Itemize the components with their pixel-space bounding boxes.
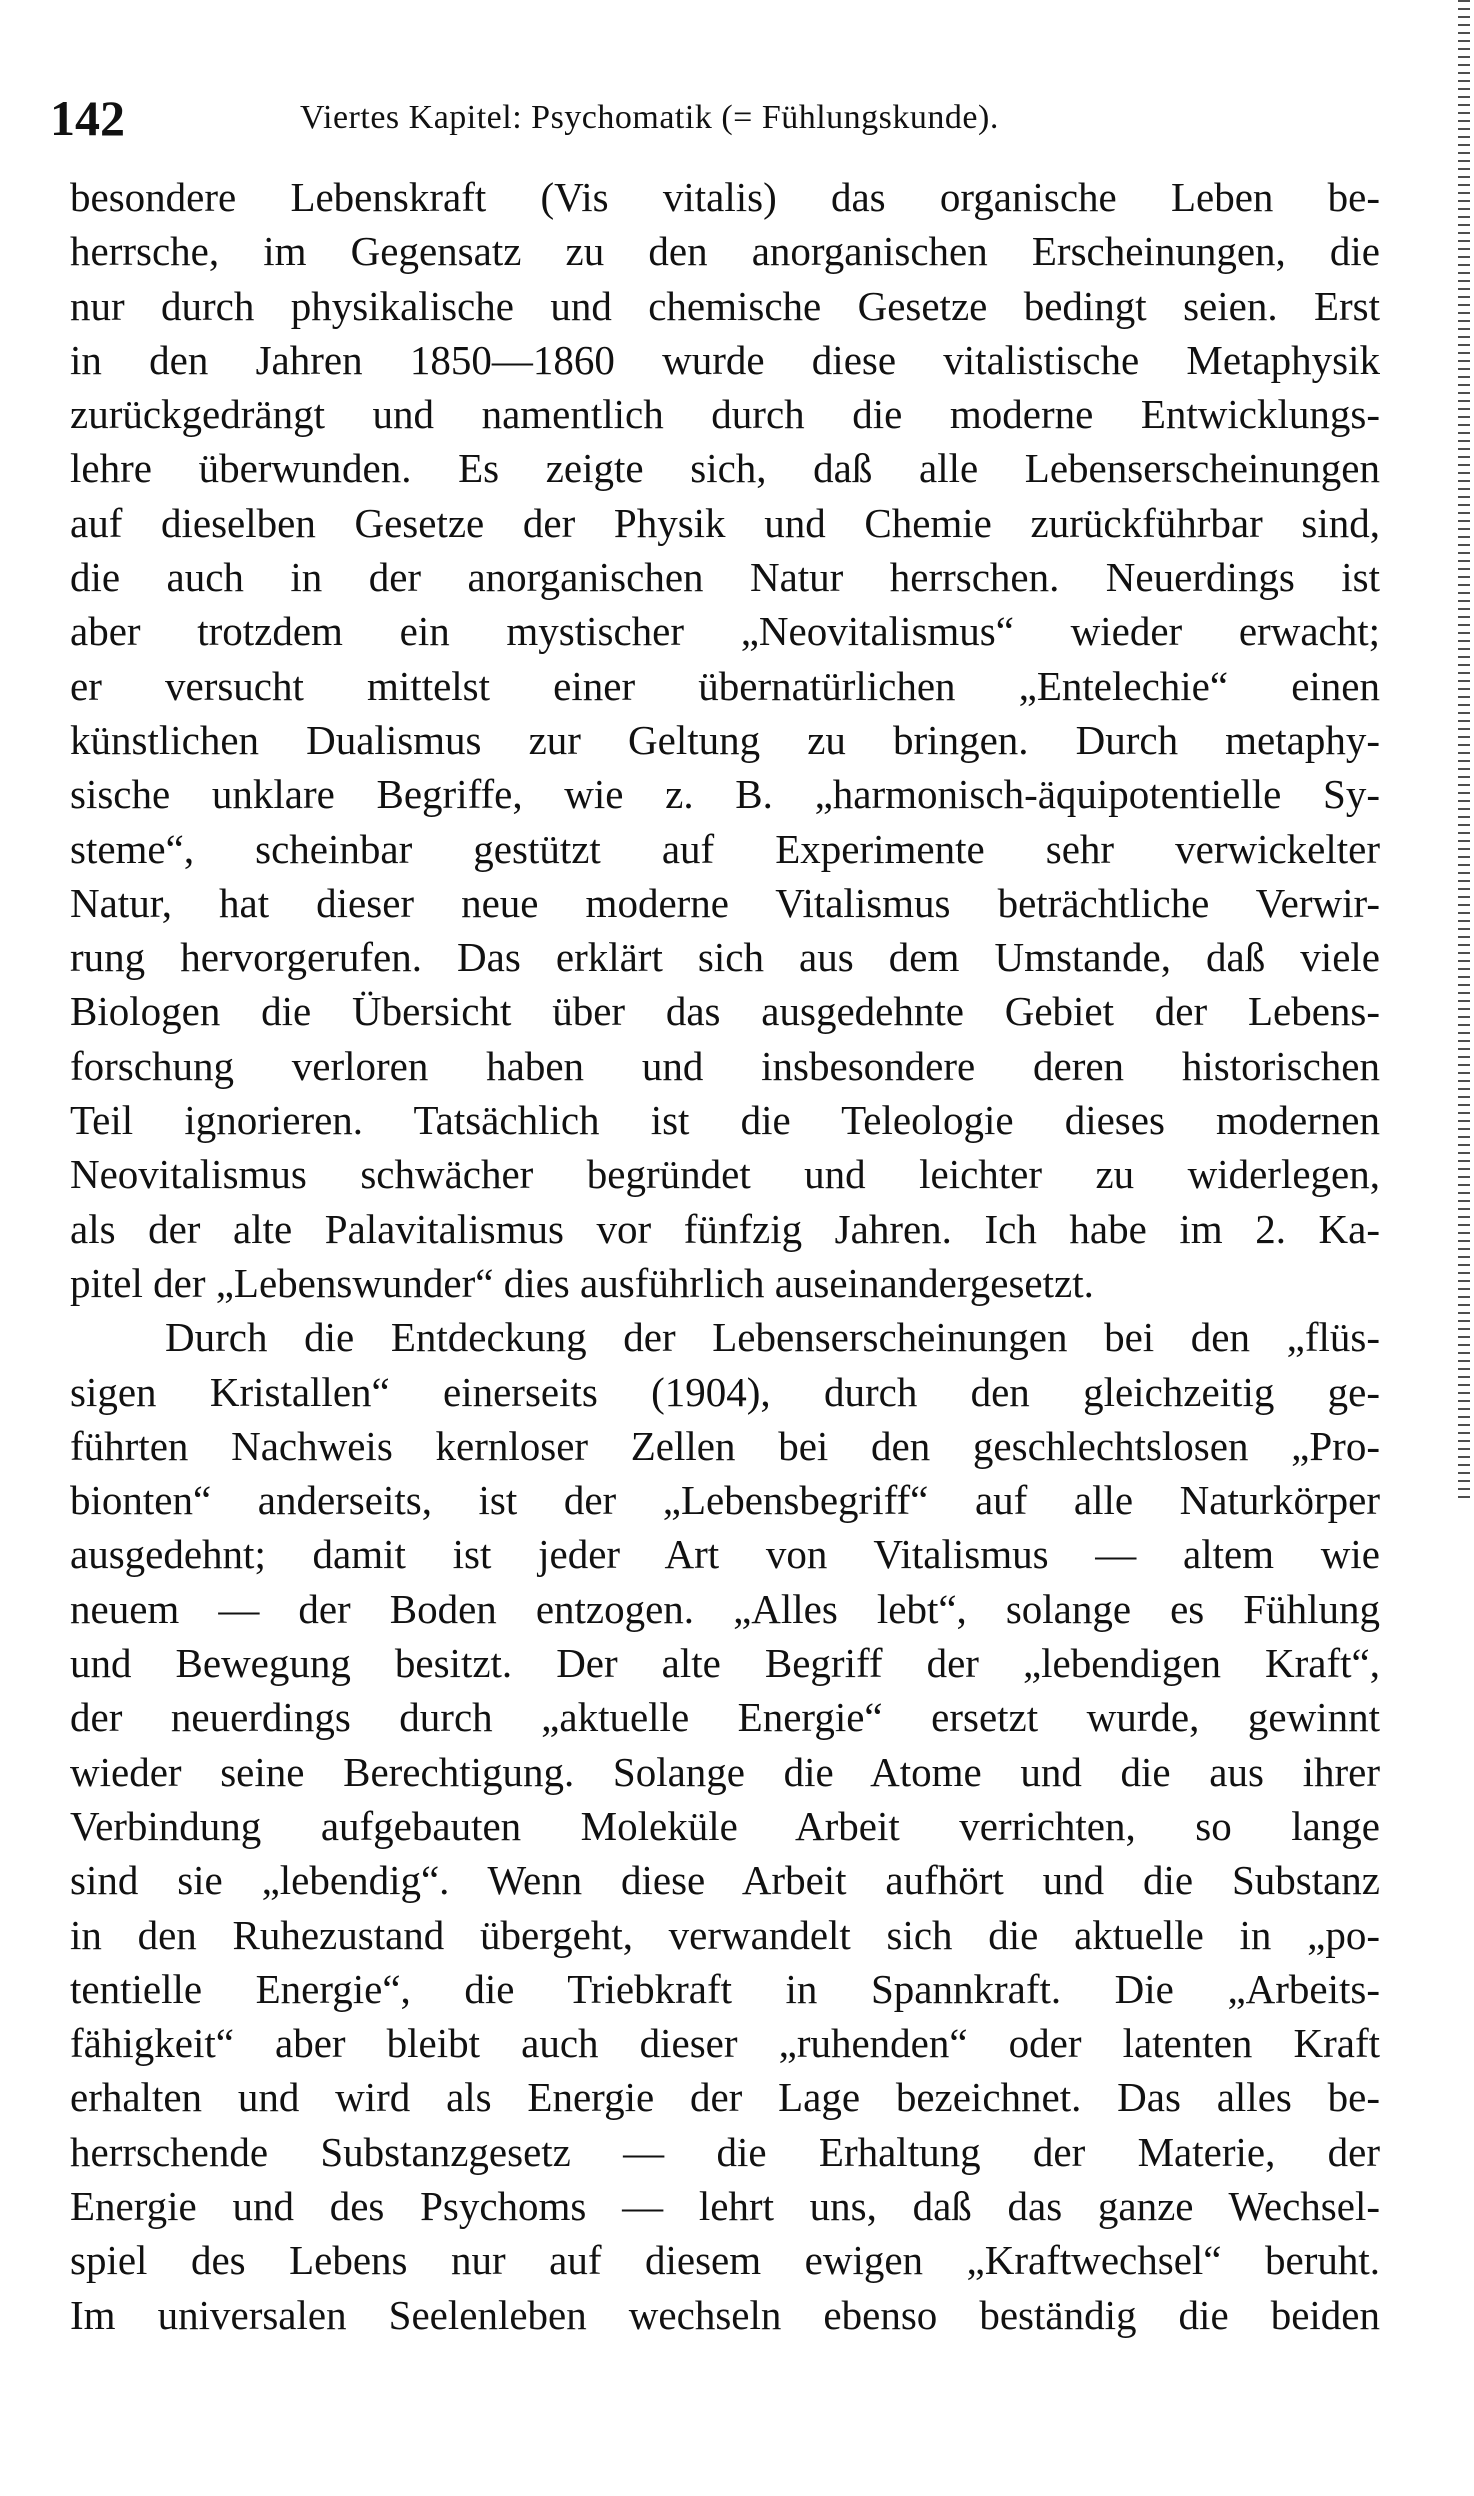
text-line: in den Jahren 1850—1860 wurde diese vitalistische Metaphysik: [70, 336, 1380, 383]
text-line: Biologen die Übersicht über das ausgedehnte Gebiet der Lebens-: [70, 988, 1380, 1035]
page-header: [50, 88, 1390, 148]
text-line: aber trotzdem ein mystischer „Neovitalismus“ wieder erwacht;: [70, 608, 1380, 655]
text-line: führten Nachweis kernloser Zellen bei den geschlechtslosen „Pro-: [70, 1422, 1380, 1469]
text-line: und Bewegung besitzt. Der alte Begriff der „lebendigen Kraft“,: [70, 1640, 1380, 1687]
paragraph-end-line: pitel der „Lebenswunder“ dies ausführlich auseinandergesetzt.: [70, 1259, 1094, 1306]
text-line: tentielle Energie“, die Triebkraft in Spannkraft. Die „Arbeits-: [70, 1965, 1380, 2012]
text-line: in den Ruhezustand übergeht, verwandelt sich die aktuelle in „po-: [70, 1911, 1380, 1958]
text-line: Im universalen Seelenleben wechseln ebenso beständig die beiden: [70, 2291, 1380, 2338]
text-line: Teil ignorieren. Tatsächlich ist die Teleologie dieses modernen: [70, 1097, 1380, 1144]
text-line: forschung verloren haben und insbesondere deren historischen: [70, 1042, 1380, 1089]
text-line: herrschende Substanzgesetz — die Erhaltung der Materie, der: [70, 2128, 1380, 2175]
text-line: lehre überwunden. Es zeigte sich, daß alle Lebenserscheinungen: [70, 445, 1380, 492]
page-number: 142: [50, 90, 125, 146]
page-edge-strip: [1458, 0, 1470, 1500]
text-line: der neuerdings durch „aktuelle Energie“ ersetzt wurde, gewinnt: [70, 1694, 1380, 1741]
running-title: Viertes Kapitel: Psychomatik (= Fühlungskunde).: [300, 99, 999, 136]
text-line: zurückgedrängt und namentlich durch die moderne Entwicklungs-: [70, 391, 1380, 438]
text-line: spiel des Lebens nur auf diesem ewigen „Kraftwechsel“ beruht.: [70, 2237, 1380, 2284]
text-line: rung hervorgerufen. Das erklärt sich aus dem Umstande, daß viele: [70, 934, 1380, 981]
text-line: erhalten und wird als Energie der Lage bezeichnet. Das alles be-: [70, 2074, 1380, 2121]
text-line: Verbindung aufgebauten Moleküle Arbeit verrichten, so lange: [70, 1802, 1380, 1849]
text-line: besondere Lebenskraft (Vis vitalis) das organische Leben be-: [70, 174, 1380, 220]
text-line: bionten“ anderseits, ist der „Lebensbegriff“ auf alle Naturkörper: [70, 1477, 1380, 1524]
text-line: Natur, hat dieser neue moderne Vitalismus beträchtliche Verwir-: [70, 879, 1380, 926]
text-line: die auch in der anorganischen Natur herrschen. Neuerdings ist: [70, 554, 1380, 601]
text-line: Neovitalismus schwächer begründet und leichter zu widerlegen,: [70, 1151, 1380, 1198]
text-line: sind sie „lebendig“. Wenn diese Arbeit aufhört und die Substanz: [70, 1857, 1380, 1904]
text-line: künstlichen Dualismus zur Geltung zu bringen. Durch metaphy-: [70, 716, 1380, 763]
text-line: nur durch physikalische und chemische Gesetze bedingt seien. Erst: [70, 282, 1380, 329]
text-line: fähigkeit“ aber bleibt auch dieser „ruhenden“ oder latenten Kraft: [70, 2020, 1380, 2067]
text-line: sische unklare Begriffe, wie z. B. „harmonisch-äquipotentielle Sy-: [70, 771, 1380, 818]
text-line: herrsche, im Gegensatz zu den anorganischen Erscheinungen, die: [70, 228, 1380, 275]
text-line: wieder seine Berechtigung. Solange die Atome und die aus ihrer: [70, 1748, 1380, 1795]
paragraph-start-line: Durch die Entdeckung der Lebenserscheinungen bei den „flüs-: [165, 1314, 1380, 1361]
text-line: neuem — der Boden entzogen. „Alles lebt“, solange es Fühlung: [70, 1585, 1380, 1632]
text-line: sigen Kristallen“ einerseits (1904), durch den gleichzeitig ge-: [70, 1368, 1380, 1415]
text-line: er versucht mittelst einer übernatürlichen „Entelechie“ einen: [70, 662, 1380, 709]
body-text: [70, 170, 1380, 2342]
text-line: auf dieselben Gesetze der Physik und Chemie zurückführbar sind,: [70, 499, 1380, 546]
text-line: als der alte Palavitalismus vor fünfzig Jahren. Ich habe im 2. Ka-: [70, 1205, 1380, 1252]
text-line: ausgedehnt; damit ist jeder Art von Vitalismus — altem wie: [70, 1531, 1380, 1578]
text-line: Energie und des Psychoms — lehrt uns, daß das ganze Wechsel-: [70, 2182, 1380, 2229]
text-line: steme“, scheinbar gestützt auf Experimente sehr verwickelter: [70, 825, 1380, 872]
